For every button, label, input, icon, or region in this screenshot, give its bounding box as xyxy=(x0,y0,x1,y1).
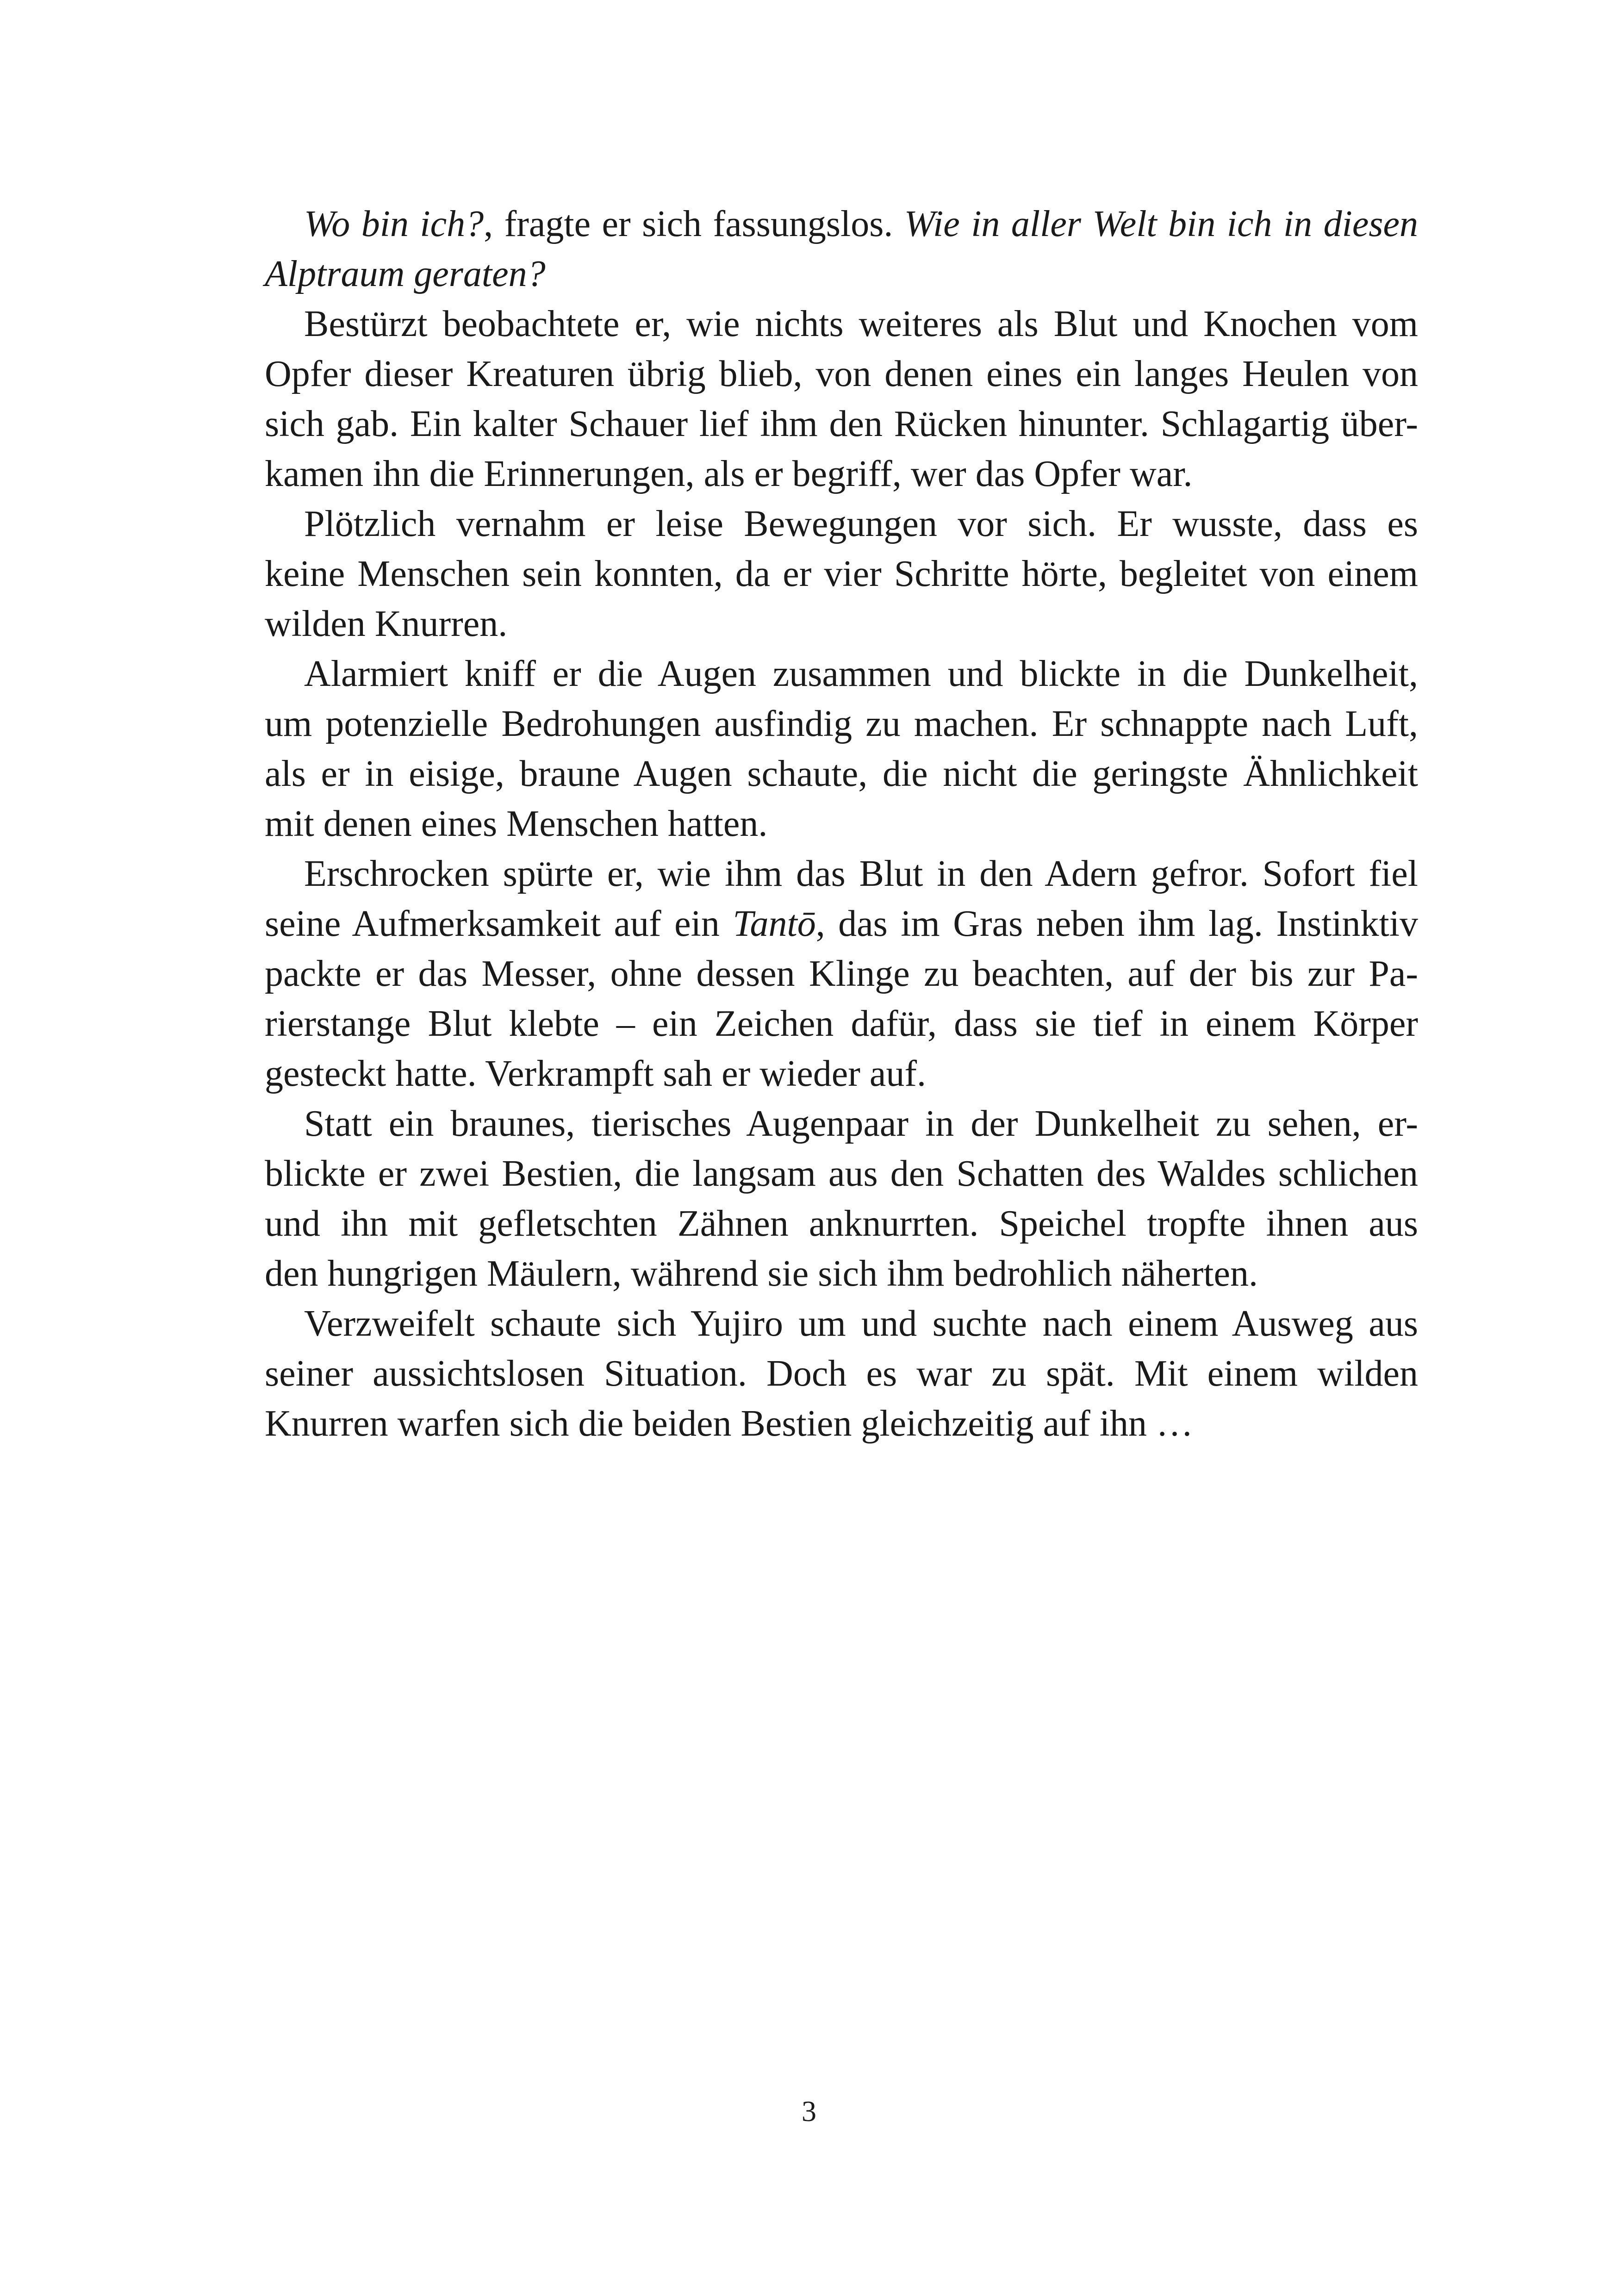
text-line xyxy=(265,799,1418,849)
paragraph xyxy=(265,299,1418,499)
text-line xyxy=(265,899,1418,949)
text-line xyxy=(265,949,1418,999)
text-run: blickte er zwei Bestien, die langsam aus den Schatten des Waldes schlichen xyxy=(265,1153,1418,1194)
page-number: 3 xyxy=(802,2095,816,2128)
text-run: , fragte er sich fassungslos. xyxy=(484,204,904,244)
text-run: und ihn mit gefletschten Zähnen anknurrten. Speichel tropfte ihnen aus xyxy=(265,1203,1418,1244)
body-text xyxy=(265,199,1418,1449)
text-line xyxy=(265,1349,1418,1399)
paragraph xyxy=(265,649,1418,849)
paragraph xyxy=(265,199,1418,299)
text-run: Bestürzt beobachtete er, wie nichts weiteres als Blut und Knochen vom xyxy=(304,304,1418,344)
text-run: seiner aussichtslosen Situation. Doch es war zu spät. Mit einem wilden xyxy=(265,1353,1418,1394)
text-run: keine Menschen sein konnten, da er vier Schritte hörte, begleitet von einem xyxy=(265,554,1418,594)
text-line xyxy=(265,449,1418,499)
text-line xyxy=(265,649,1418,699)
text-run: Erschrocken spürte er, wie ihm das Blut in den Adern gefror. Sofort fiel xyxy=(304,853,1418,894)
text-run: packte er das Messer, ohne dessen Klinge zu beachten, auf der bis zur Pa- xyxy=(265,953,1418,994)
text-run: Verzweifelt schaute sich Yujiro um und suchte nach einem Ausweg aus xyxy=(304,1303,1418,1344)
text-run: Plötzlich vernahm er leise Bewegungen vor sich. Er wusste, dass es xyxy=(304,504,1418,544)
italic-text: Wie in aller Welt bin ich in diesen xyxy=(904,204,1418,244)
text-run: kamen ihn die Erinnerungen, als er begriff, wer das Opfer war. xyxy=(265,454,1193,494)
italic-text: Tantō xyxy=(733,903,816,944)
text-line xyxy=(265,699,1418,749)
paragraph xyxy=(265,499,1418,649)
text-line xyxy=(265,399,1418,449)
text-run: Knurren warfen sich die beiden Bestien gleichzeitig auf ihn … xyxy=(265,1403,1193,1444)
text-line xyxy=(265,549,1418,599)
text-line xyxy=(265,849,1418,899)
paragraph xyxy=(265,1299,1418,1449)
text-run: seine Aufmerksamkeit auf ein xyxy=(265,903,733,944)
text-run: Opfer dieser Kreaturen übrig blieb, von denen eines ein langes Heulen von xyxy=(265,354,1418,394)
text-line xyxy=(265,299,1418,349)
text-run: gesteckt hatte. Verkrampft sah er wieder auf. xyxy=(265,1053,927,1094)
paragraph xyxy=(265,1099,1418,1299)
text-line xyxy=(265,1399,1418,1449)
text-run: Alarmiert kniff er die Augen zusammen und blickte in die Dunkelheit, xyxy=(304,653,1418,694)
text-run: um potenzielle Bedrohungen ausfindig zu machen. Er schnappte nach Luft, xyxy=(265,703,1418,744)
text-line xyxy=(265,199,1418,249)
text-line xyxy=(265,1249,1418,1299)
text-line xyxy=(265,599,1418,649)
text-line xyxy=(265,1299,1418,1349)
text-run: , das im Gras neben ihm lag. Instinktiv xyxy=(815,903,1418,944)
text-line xyxy=(265,749,1418,799)
text-line xyxy=(265,1099,1418,1149)
text-run: sich gab. Ein kalter Schauer lief ihm den Rücken hinunter. Schlagartig über- xyxy=(265,404,1418,444)
italic-text: Alptraum geraten? xyxy=(265,254,546,294)
text-line xyxy=(265,1199,1418,1249)
text-line xyxy=(265,1149,1418,1199)
text-line xyxy=(265,1049,1418,1099)
text-run: wilden Knurren. xyxy=(265,604,508,644)
text-run: mit denen eines Menschen hatten. xyxy=(265,803,768,844)
text-line xyxy=(265,999,1418,1049)
paragraph xyxy=(265,849,1418,1099)
text-line xyxy=(265,249,1418,299)
text-run: Statt ein braunes, tierisches Augenpaar in der Dunkelheit zu sehen, er- xyxy=(304,1103,1418,1144)
text-line xyxy=(265,349,1418,399)
text-line xyxy=(265,499,1418,549)
text-run: als er in eisige, braune Augen schaute, die nicht die geringste Ähnlichkeit xyxy=(265,753,1418,794)
text-run: den hungrigen Mäulern, während sie sich ihm bedrohlich näherten. xyxy=(265,1253,1258,1294)
italic-text: Wo bin ich? xyxy=(304,204,484,244)
text-run: rierstange Blut klebte – ein Zeichen dafür, dass sie tief in einem Körper xyxy=(265,1003,1418,1044)
